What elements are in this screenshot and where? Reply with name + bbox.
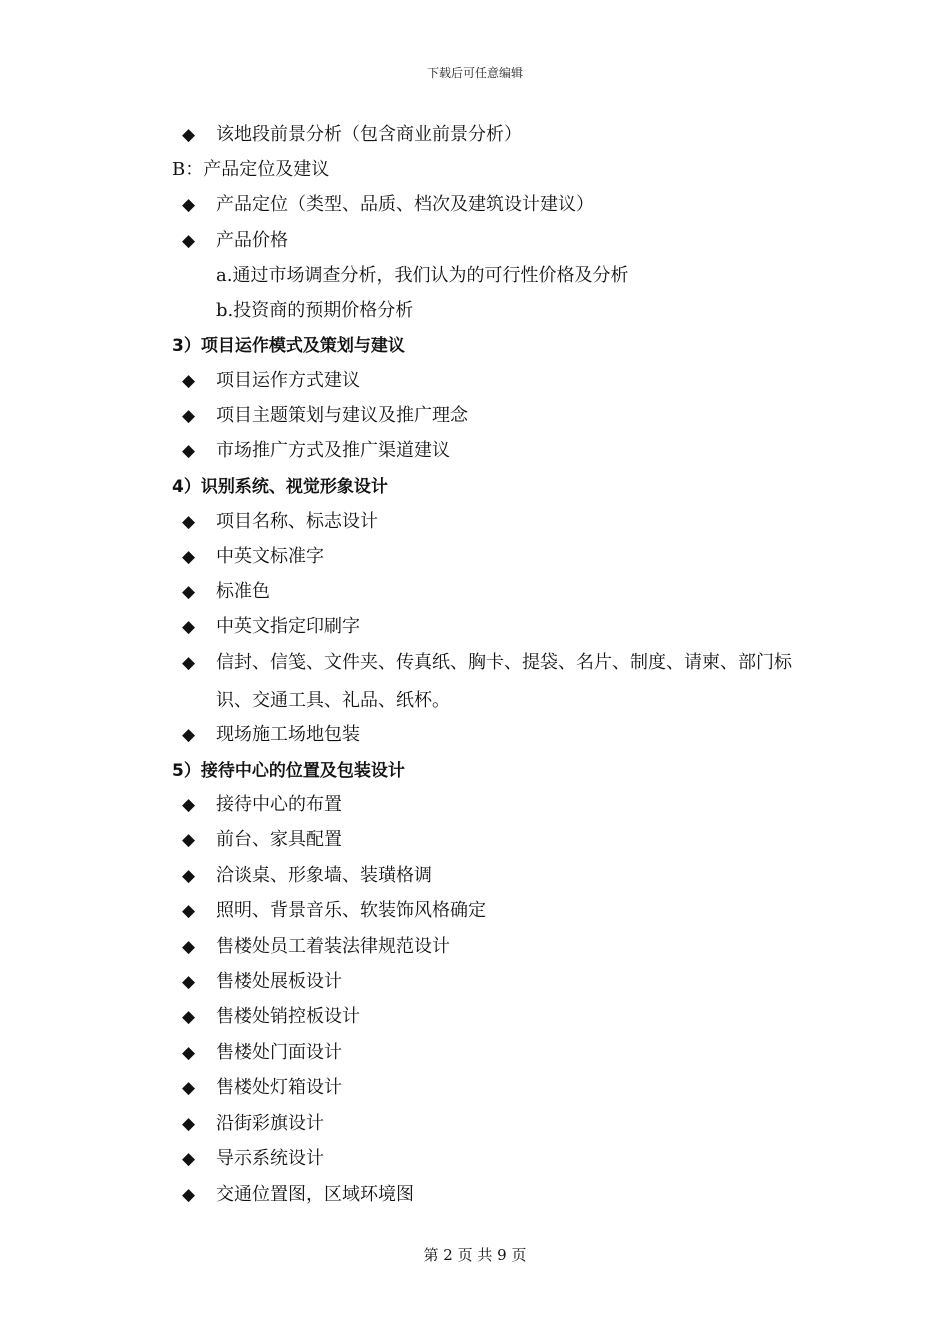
bullet-text: 标准色 [216, 581, 270, 602]
bullet-text: 售楼处员工着装法律规范设计 [216, 936, 450, 957]
bullet-text: 产品价格 [216, 230, 288, 251]
bullet-text: 中英文标准字 [216, 546, 324, 567]
diamond-bullet-icon: ◆ [182, 1149, 196, 1169]
bullet-text: 现场施工场地包装 [216, 724, 360, 745]
bullet-text: 项目名称、标志设计 [216, 511, 378, 532]
page-header: 下载后可任意编辑 [426, 66, 523, 80]
diamond-bullet-icon: ◆ [182, 441, 196, 461]
bullet-text: 售楼处灯箱设计 [216, 1077, 342, 1098]
diamond-bullet-icon: ◆ [182, 195, 196, 215]
section-heading-text: 4）识别系统、视觉形象设计 [172, 477, 388, 497]
diamond-bullet-icon: ◆ [182, 617, 196, 637]
bullet-text: 洽谈桌、形象墙、装璜格调 [216, 865, 432, 886]
diamond-bullet-icon: ◆ [182, 582, 196, 602]
bullet-text: 信封、信笺、文件夹、传真纸、胸卡、提袋、名片、制度、请柬、部门标 [216, 652, 792, 673]
continuation-text: 识、交通工具、礼品、纸杯。 [216, 690, 450, 711]
bullet-text: 该地段前景分析（包含商业前景分析） [216, 124, 522, 145]
section-heading-text: 5）接待中心的位置及包装设计 [172, 761, 405, 781]
diamond-bullet-icon: ◆ [182, 125, 196, 145]
diamond-bullet-icon: ◆ [182, 547, 196, 567]
bullet-text: 项目主题策划与建议及推广理念 [216, 405, 468, 426]
bullet-text: 产品定位（类型、品质、档次及建筑设计建议） [216, 194, 594, 215]
diamond-bullet-icon: ◆ [182, 725, 196, 745]
diamond-bullet-icon: ◆ [182, 653, 196, 673]
diamond-bullet-icon: ◆ [182, 937, 196, 957]
bullet-text: 售楼处门面设计 [216, 1042, 342, 1063]
diamond-bullet-icon: ◆ [182, 1114, 196, 1134]
diamond-bullet-icon: ◆ [182, 1185, 196, 1205]
page-footer: 第 2 页 共 9 页 [423, 1246, 527, 1264]
bullet-text: 沿街彩旗设计 [216, 1113, 324, 1134]
bullet-text: 前台、家具配置 [216, 829, 342, 850]
bullet-text: 照明、背景音乐、软装饰风格确定 [216, 900, 486, 921]
bullet-text: 项目运作方式建议 [216, 370, 360, 391]
bullet-text: 售楼处销控板设计 [216, 1006, 360, 1027]
diamond-bullet-icon: ◆ [182, 406, 196, 426]
bullet-text: 交通位置图，区域环境图 [216, 1184, 414, 1205]
diamond-bullet-icon: ◆ [182, 1078, 196, 1098]
diamond-bullet-icon: ◆ [182, 972, 196, 992]
diamond-bullet-icon: ◆ [182, 512, 196, 532]
diamond-bullet-icon: ◆ [182, 1007, 196, 1027]
diamond-bullet-icon: ◆ [182, 795, 196, 815]
bullet-text: 中英文指定印刷字 [216, 616, 360, 637]
bullet-text: 市场推广方式及推广渠道建议 [216, 440, 450, 461]
bullet-text: 导示系统设计 [216, 1148, 324, 1169]
diamond-bullet-icon: ◆ [182, 371, 196, 391]
section-heading-text: 3）项目运作模式及策划与建议 [172, 336, 405, 356]
diamond-bullet-icon: ◆ [182, 231, 196, 251]
bullet-text: 售楼处展板设计 [216, 971, 342, 992]
subsection-heading-text: B：产品定位及建议 [172, 159, 330, 180]
diamond-bullet-icon: ◆ [182, 901, 196, 921]
sub-item-text: a.通过市场调查分析，我们认为的可行性价格及分析 [216, 265, 629, 286]
diamond-bullet-icon: ◆ [182, 1043, 196, 1063]
sub-item-text: b.投资商的预期价格分析 [216, 300, 414, 321]
diamond-bullet-icon: ◆ [182, 866, 196, 886]
bullet-text: 接待中心的布置 [216, 794, 342, 815]
diamond-bullet-icon: ◆ [182, 830, 196, 850]
